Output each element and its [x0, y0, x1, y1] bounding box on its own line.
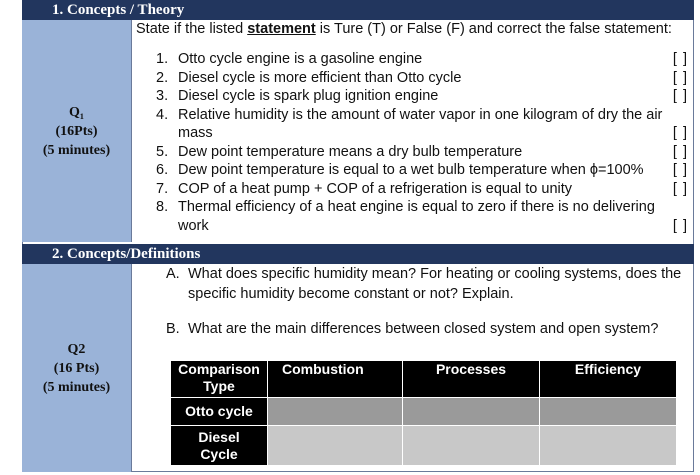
- table-header: Comparison Type: [171, 361, 268, 398]
- statement-text: COP of a heat pump + COP of a refrigeration is equal to unity: [178, 180, 573, 197]
- answer-bracket[interactable]: [ ]: [672, 125, 688, 141]
- statement-text: Thermal efficiency of a heat engine is equal to zero if there is no delivering work: [178, 199, 655, 234]
- table-header-row: [171, 361, 677, 398]
- statement-number: 6.: [156, 162, 169, 178]
- statement-number: 4.: [156, 106, 169, 123]
- statement-item: [132, 143, 688, 162]
- statement-item: [132, 198, 688, 235]
- question-b-letter: B.: [166, 321, 180, 337]
- answer-bracket[interactable]: [ ]: [672, 69, 688, 86]
- instruction-keyword: statement: [247, 21, 316, 37]
- table-row: [171, 398, 677, 426]
- question-a: [166, 264, 686, 304]
- section2-sidebar: [22, 264, 132, 472]
- answer-bracket[interactable]: [ ]: [672, 51, 688, 67]
- statement-item: [132, 50, 688, 69]
- statement-item: [132, 87, 688, 106]
- statement-text: Dew point temperature is equal to a wet bulb temperature when ϕ=100%: [178, 162, 644, 178]
- table-header: Processes: [403, 361, 540, 398]
- question-b: [166, 319, 696, 339]
- statement-number: 3.: [156, 88, 169, 104]
- comparison-table: [170, 360, 677, 466]
- question-time: (5 minutes): [42, 142, 111, 158]
- question-a-text: What does specific humidity mean? For heating or cooling systems, does the specific humidity become constant or not? Explain.: [188, 266, 682, 302]
- section2-content: [132, 264, 694, 472]
- answer-bracket[interactable]: [ ]: [672, 217, 688, 234]
- statement-number: 8.: [156, 199, 169, 215]
- answer-bracket[interactable]: [ ]: [672, 162, 688, 178]
- statement-text: Relative humidity is the amount of water vapor in one kilogram of dry the air mass: [178, 106, 663, 141]
- row-label: Diesel Cycle: [171, 426, 268, 466]
- question-number: Q2: [67, 341, 86, 357]
- question-a-letter: A.: [166, 266, 180, 282]
- statement-text: Diesel cycle is more efficient than Otto cycle: [178, 69, 462, 86]
- statement-item: [132, 180, 688, 199]
- table-header: Combustion: [268, 361, 403, 398]
- statement-number: 5.: [156, 143, 169, 160]
- answer-bracket[interactable]: [ ]: [672, 180, 688, 197]
- statement-item: [132, 69, 688, 88]
- table-row: [171, 426, 677, 466]
- table-cell[interactable]: [403, 398, 540, 426]
- statement-item: [132, 106, 688, 143]
- table-cell[interactable]: [540, 426, 677, 466]
- statement-list: [132, 50, 688, 235]
- table-cell[interactable]: [268, 426, 403, 466]
- table-header: Efficiency: [540, 361, 677, 398]
- section1-sidebar: [22, 20, 132, 242]
- section1-content: [132, 20, 694, 242]
- statement-text: Diesel cycle is spark plug ignition engine: [178, 88, 439, 104]
- question-points: (16 Pts): [53, 360, 100, 376]
- table-cell[interactable]: [540, 398, 677, 426]
- question-b-text: What are the main differences between closed system and open system?: [188, 321, 659, 337]
- section1-header: 1. Concepts / Theory: [22, 0, 694, 20]
- table-cell[interactable]: [268, 398, 403, 426]
- question-points: (16Pts): [55, 123, 98, 139]
- answer-bracket[interactable]: [ ]: [672, 88, 688, 104]
- section1-instructions: State if the listed statement is Ture (T) or False (F) and correct the false statement:: [136, 21, 672, 37]
- statement-text: Dew point temperature means a dry bulb temperature: [178, 143, 523, 160]
- statement-text: Otto cycle engine is a gasoline engine: [178, 51, 423, 67]
- question-time: (5 minutes): [42, 379, 111, 395]
- statement-number: 2.: [156, 69, 169, 86]
- table-cell[interactable]: [403, 426, 540, 466]
- statement-number: 7.: [156, 180, 169, 197]
- row-label: Otto cycle: [171, 398, 268, 426]
- statement-item: [132, 161, 688, 180]
- answer-bracket[interactable]: [ ]: [672, 143, 688, 160]
- section2-header: 2. Concepts/Definitions: [22, 244, 694, 264]
- question-number: Q₁: [68, 104, 85, 120]
- statement-number: 1.: [156, 51, 169, 67]
